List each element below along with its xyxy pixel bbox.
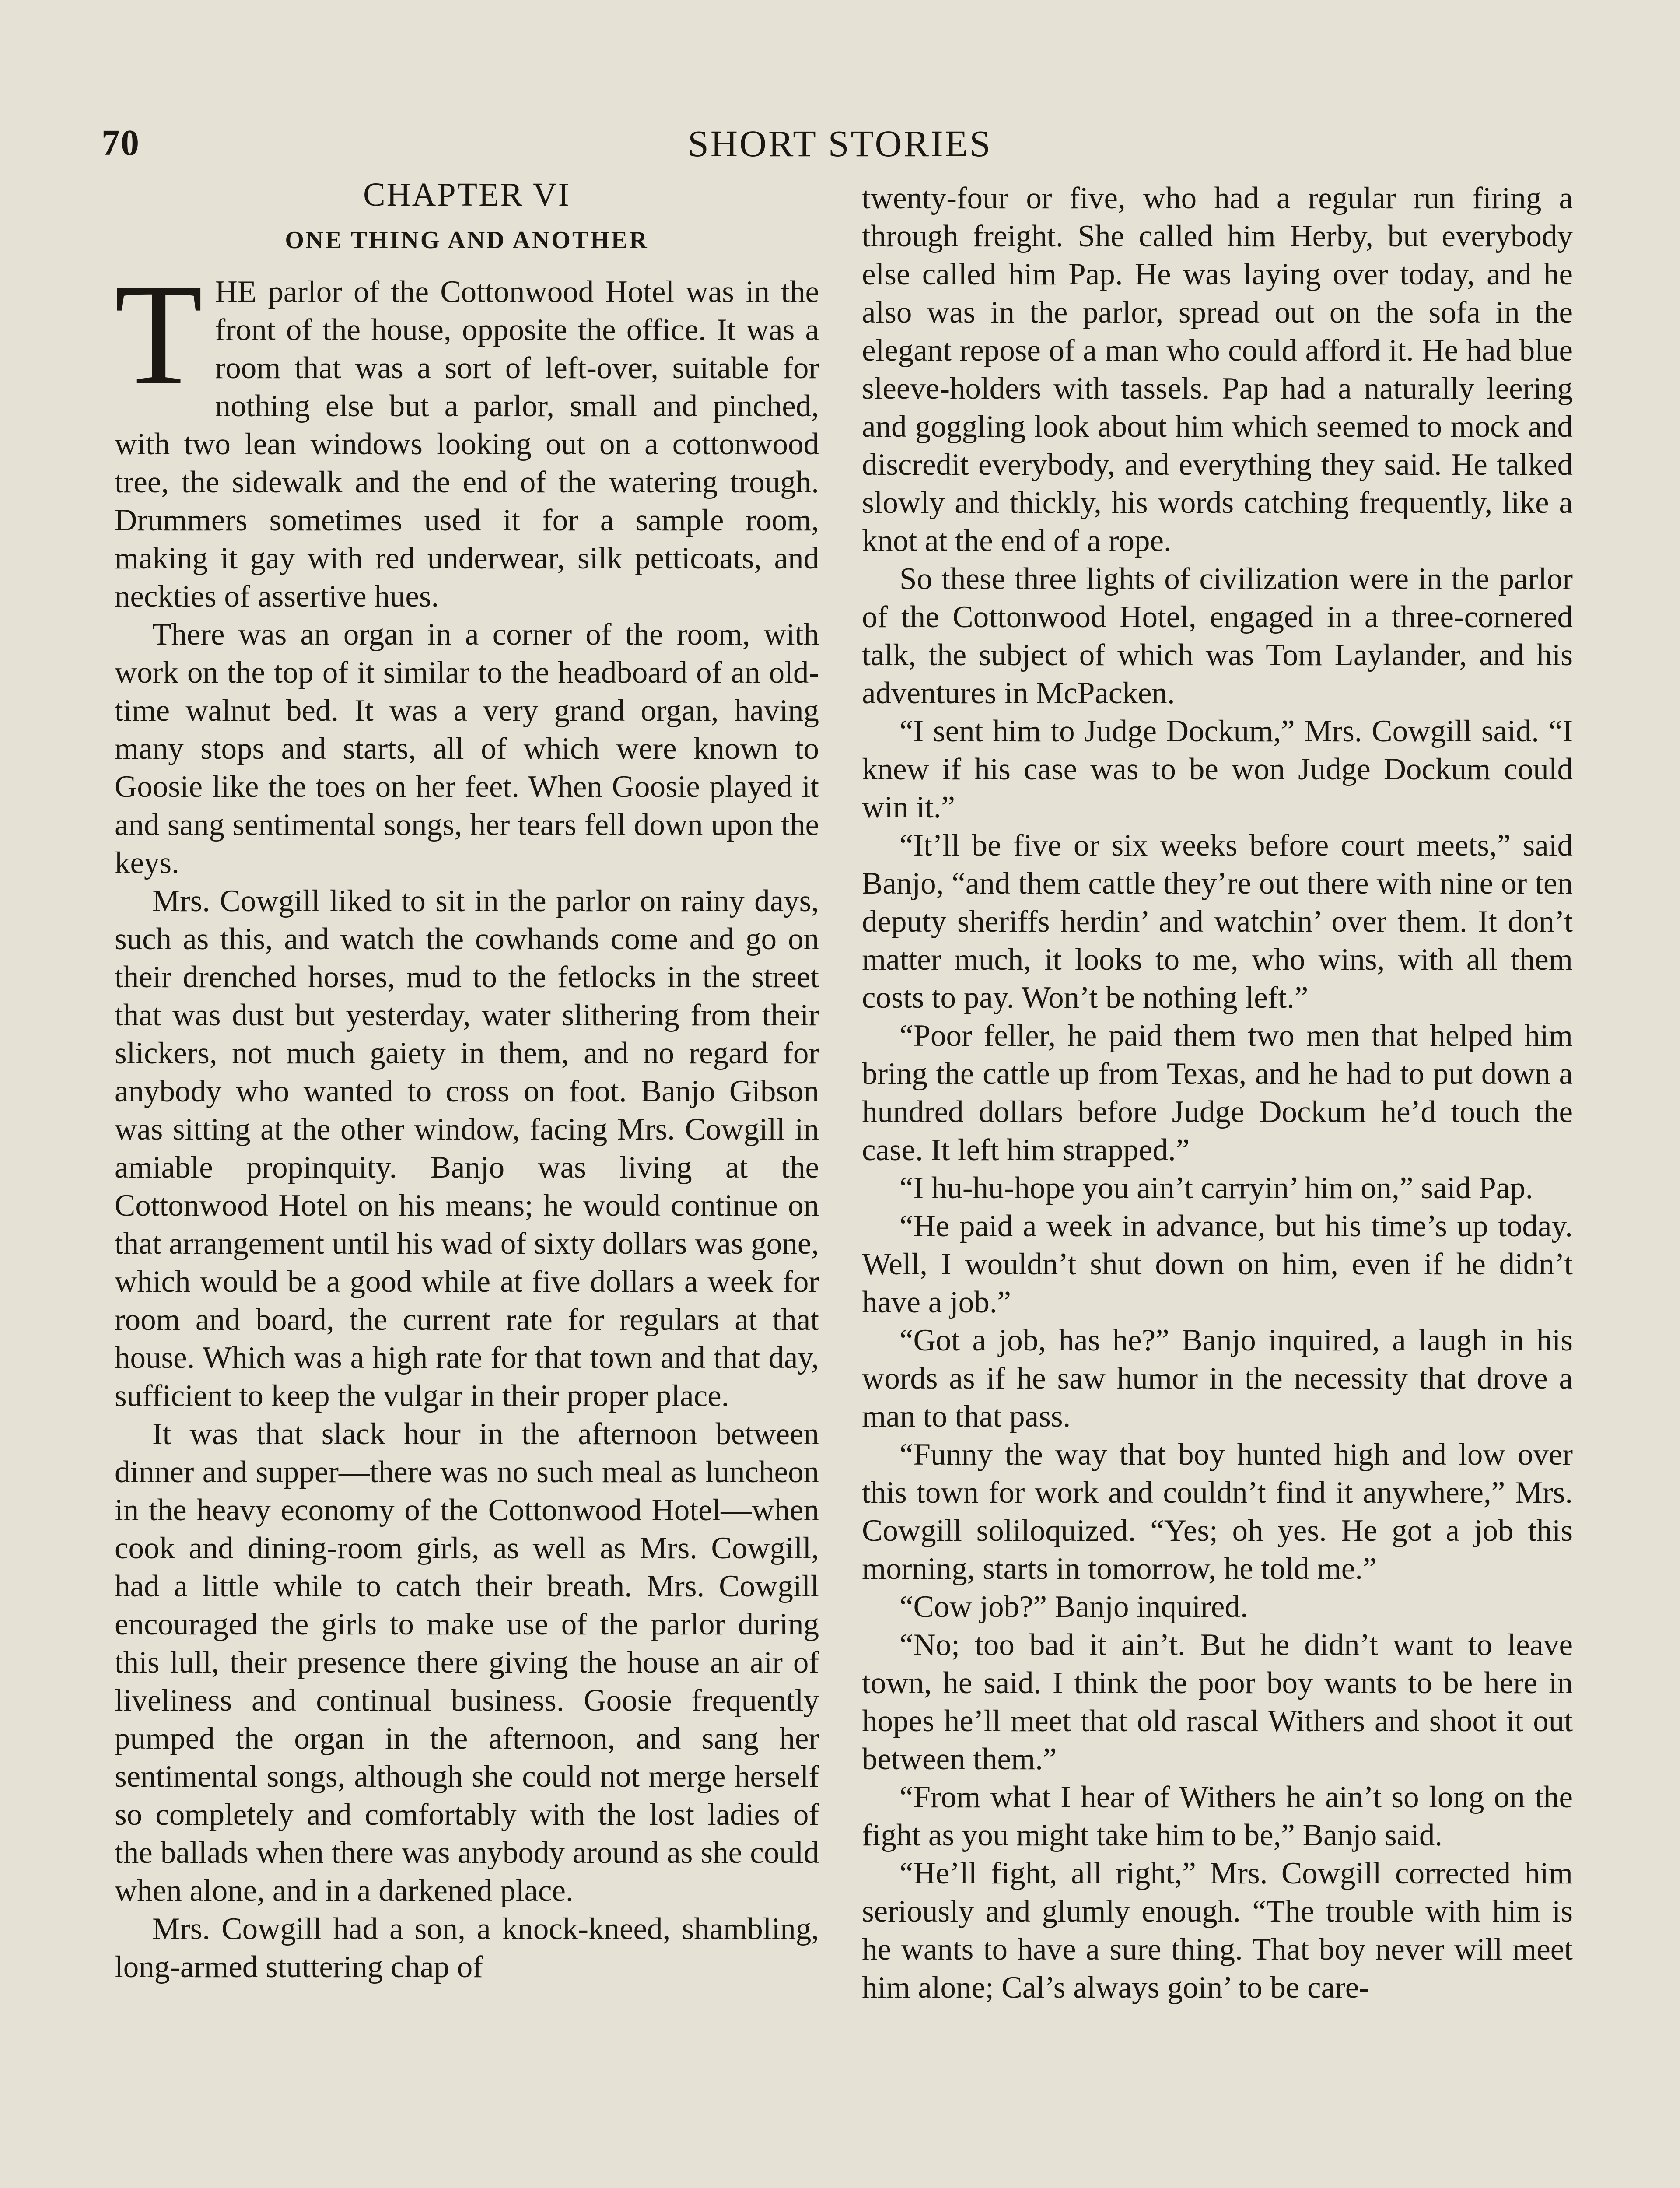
paragraph: Mrs. Cowgill had a son, a knock-kneed, shambling, long-armed stuttering chap of [115,1912,819,1984]
paragraph: So these three lights of civilization were in the parlor of the Cottonwood Hotel, engaged in a three-cornered talk, the subject of which was Tom Laylander, and his adventures in McPacken. [862,562,1573,710]
paragraph: twenty-four or five, who had a regular run firing a through freight. She called him Herby, but everybody else called him Pap. He was laying over today, and he also was in the parlor, spread out on the sofa in the elegant repose of a man who could afford it. He had blue sleeve-holders with tassels. Pap had a naturally leering and goggling look about him which seemed to mock and discredit everybody, and everything they said. He talked slowly and thickly, his words catching frequently, like a knot at the end of a rope. [862,181,1573,558]
paragraph: Mrs. Cowgill liked to sit in the parlor on rainy days, such as this, and watch the cowhands come and go on their drenched horses, mud to the fetlocks in the street that was dust but yesterday, water slithering from their slickers, not much gaiety in them, and no regard for anybody who wanted to cross on foot. Banjo Gibson was sitting at the other window, facing Mrs. Cowgill in amiable propinquity. Banjo was living at the Cottonwood Hotel on his means; he would continue on that arrangement until his wad of sixty dollars was gone, which would be a good while at five dollars a week for room and board, the current rate for regulars at that house. Which was a high rate for that town and that day, sufficient to keep the vulgar in their proper place. [115,884,819,1413]
paragraph: “He’ll fight, all right,” Mrs. Cowgill corrected him seriously and glumly enough. “The trouble with him is he wants to have a sure thing. That boy never will meet him alone; Cal’s always goin’ to be care- [862,1856,1573,2005]
left-column [115,175,819,2188]
paragraph: “I hu-hu-hope you ain’t carryin’ him on,” said Pap. [900,1171,1533,1205]
paragraph: It was that slack hour in the afternoon between dinner and supper—there was no such meal as luncheon in the heavy economy of the Cottonwood Hotel—when cook and dining-room girls, as well as Mrs. Cowgill, had a little while to catch their breath. Mrs. Cowgill encouraged the girls to make use of the parlor during this lull, their presence there giving the house an air of liveliness and continual business. Goosie frequently pumped the organ in the afternoon, and sang her sentimental songs, although she could not merge herself so completely and comfortably with the lost ladies of the ballads when there was anybody around as she could when alone, and in a darkened place. [115,1417,819,1908]
paragraph: There was an organ in a corner of the room, with work on the top of it similar to the headboard of an old-time walnut bed. It was a very grand organ, having many stops and starts, all of which were known to Goosie like the toes on her feet. When Goosie played it and sang sentimental songs, her tears fell down upon the keys. [115,617,819,880]
paragraph: “Poor feller, he paid them two men that helped him bring the cattle up from Texas, and he had to put down a hundred dollars before Judge Dockum he’d touch the case. It left him strapped.” [862,1019,1573,1167]
paragraph: “It’ll be five or six weeks before court meets,” said Banjo, “and them cattle they’re out there with nine or ten deputy sheriffs herdin’ and watchin’ over them. It don’t matter much, it looks to me, who wins, with all them costs to pay. Won’t be nothing left.” [862,828,1573,1015]
paragraph: “No; too bad it ain’t. But he didn’t want to leave town, he said. I think the poor boy wants to be here in hopes he’ll meet that old rascal Withers and shoot it out between them.” [862,1628,1573,1776]
chapter-title: CHAPTER VI [363,176,571,213]
paragraph: “I sent him to Judge Dockum,” Mrs. Cowgill said. “I knew if his case was to be won Judge Dockum could win it.” [862,714,1573,824]
right-column [862,179,1573,2188]
running-head: SHORT STORIES [688,123,992,165]
paragraph: “From what I hear of Withers he ain’t so long on the fight as you might take him to be,” Banjo said. [862,1780,1573,1852]
paragraph-text: HE parlor of the Cottonwood Hotel was in the front of the house, opposite the office. It was a room that was a sort of left-over, suitable for nothing else but a parlor, small and pinched, with two lean windows looking out on a cottonwood tree, the sidewalk and the end of the watering trough. Drummers sometimes used it for a sample room, making it gay with red underwear, silk petticoats, and neckties of assertive hues. [115,275,819,614]
page-number: 70 [102,123,140,163]
paragraph: “He paid a week in advance, but his time’s up today. Well, I wouldn’t shut down on him, even if he didn’t have a job.” [862,1209,1573,1319]
paragraph: “Cow job?” Banjo inquired. [900,1590,1248,1624]
drop-cap: T [115,255,203,414]
paragraph: “Got a job, has he?” Banjo inquired, a laugh in his words as if he saw humor in the necessity that drove a man to that pass. [862,1323,1573,1434]
paragraph [115,255,819,616]
paragraph: “Funny the way that boy hunted high and low over this town for work and couldn’t find it anywhere,” Mrs. Cowgill soliloquized. “Yes; oh yes. He got a job this morning, starts in tomorrow, he told me.” [862,1438,1573,1586]
chapter-subtitle: ONE THING AND ANOTHER [285,227,649,254]
